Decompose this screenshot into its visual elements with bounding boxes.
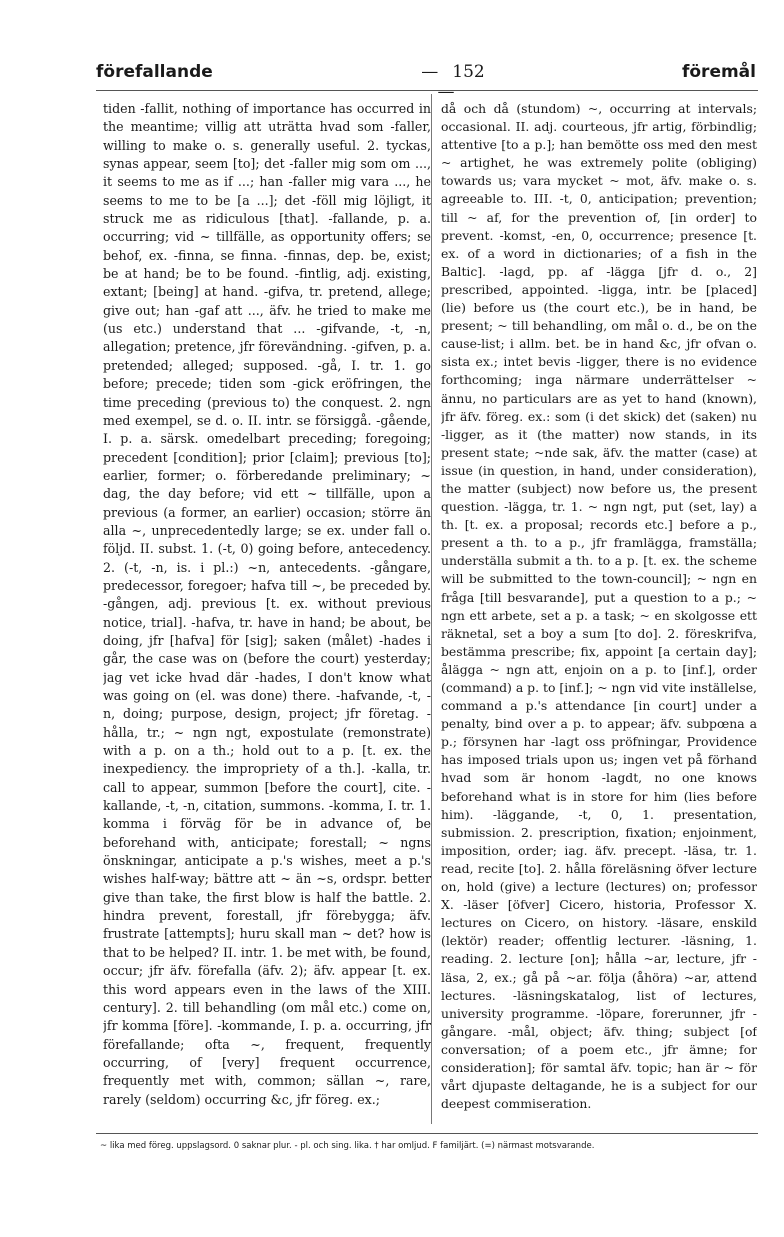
header-rule: [96, 90, 758, 91]
page-header: [96, 62, 756, 102]
left-column: [103, 100, 431, 1125]
page-number-group: [386, 62, 506, 102]
abbreviation-key: ~ lika med föreg. uppslagsord. 0 saknar plur. - pl. och sing. lika. † har omljud. F familjärt. (=) närmast motsvarande.: [100, 1141, 595, 1151]
right-guide-word: föremål: [681, 62, 756, 82]
right-column-text: då och då (stundom) ~, occurring at intervals; occasional. II. adj. courteous, jfr artig, förbindlig; attentive [to a p.]; han bemötte oss med den mest ~ artighet, he was extremely polite (obliging) towards us; vara mycket ~ mot, äfv. make o. s. agreeable to. III. -t, 0, anticipation; prevention; till ~ af, for the prevention of, [in order] to prevent. -komst, -en, 0, occurrence; presence [t. ex. of a word in dictionaries; of a fish in the Baltic]. -lagd, pp. af -lägga [jfr d. o., 2] prescribed, appointed. -ligga, intr. be [placed] (lie) before us (the court etc.), be in hand, be present; ~ till behandling, om mål o. d., be on the cause-list; i allm. bet. be in hand &c, jfr ofvan o. sista ex.; intet bevis -ligger, there is no evidence forthcoming; inga närmare underrättelser ~ ännu, no particulars are as yet to hand (known), jfr äfv. föreg. ex.: som (i det skick) det (saken) nu -ligger, as it (the matter) now stands, in its present state; ~nde sak, äfv. the matter (case) at issue (in question, in hand, under consideration), the matter (subject) now before us, the present question. -lägga, tr. 1. ~ ngn ngt, put (set, lay) a th. [t. ex. a proposal; records etc.] before a p., present a th. to a p., jfr framlägga, framställa; underställa submit a th. to a p. [t. ex. the scheme will be submitted to the town-council]; ~ ngn en fråga [till besvarande], put a question to a p.; ~ ngn ett arbete, set a p. a task; ~ en skolgosse ett räknetal, set a boy a sum [to do]. 2. föreskrifva, bestämma prescribe; fix, appoint [a certain day]; ålägga ~ ngn att, enjoin on a p. to [inf.], order (command) a p. to [inf.]; ~ ngn vid vite inställelse, command a p.'s attendance [in court] under a penalty, bind over a p. to appear; äfv. subpœna a p.; försynen har -lagt oss pröfningar, Providence has imposed trials upon us; ingen vet på förhand hvad som är honom -lagdt, no one knows beforehand what is in store for him (lies before him). -läggande, -t, 0, 1. presentation, submission. 2. prescription, fixation; enjoinment, imposition, order; iag. äfv. precept. -läsa, tr. 1. read, recite [to]. 2. hålla föreläsning öfver lecture on, hold (give) a lecture (lectures) on; professor X. -läser [öfver] Cicero, historia, Professor X. lectures on Cicero, on history. -läsare, enskild (lektör) reader; offentlig lecturer. -läsning, 1. reading. 2. lecture [on]; hålla ~ar, lecture, jfr -läsa, 2, ex.; gå på ~ar. följa (åhöra) ~ar, attend lectures. -läsningskatalog, list of lectures, university programme. -löpare, forerunner, jfr -gångare. -mål, object; äfv. thing; subject [of conversation; of a poem etc., jfr ämne; for consideration]; för samtal äfv. topic; han är ~ för vårt djupaste deltagande, he is a subject for our deepest commiseration.: [441, 101, 757, 1112]
right-column: [441, 100, 757, 1125]
left-guide-word: förefallande: [96, 62, 213, 82]
footer-rule: [96, 1133, 758, 1134]
left-column-text: tiden -fallit, nothing of importance has occurred in the meantime; villig att uträtta hvad som -faller, willing to make o. s. generally useful. 2. tyckas, synas appear, seem [to]; det -faller mig som om ..., it seems to me as if ...; han -faller mig vara ..., he seems to me to be [a ...]; det -föll mig löjligt, it struck me as ridiculous [that]. -fallande, p. a. occurring; vid ~ tillfälle, as opportunity offers; se behof, ex. -finna, se finna. -finnas, dep. be, exist; be at hand; be to be found. -fintlig, adj. existing, extant; [being] at hand. -gifva, tr. pretend, allege; give out; han -gaf att ..., äfv. he tried to make me (us etc.) understand that ... -gifvande, -t, -n, allegation; pretence, jfr förevändning. -gifven, p. a. pretended; alleged; supposed. -gå, I. tr. 1. go before; precede; tiden som -gick eröfringen, the time preceding (previous to) the conquest. 2. ngn med exempel, se d. o. II. intr. se försiggå. -gående, I. p. a. särsk. omedelbart preceding; foregoing; precedent [condition]; prior [claim]; previous [to]; earlier, former; o. förberedande preliminary; ~ dag, the day before; vid ett ~ tillfälle, upon a previous (a former, an earlier) occasion; större än alla ~, unprecedentedly large; se ex. under fall o. följd. II. subst. 1. (-t, 0) going before, antecedency. 2. (-t, -n, is. i pl.:) ~n, antecedents. -gångare, predecessor, foregoer; hafva till ~, be preceded by. -gången, adj. previous [t. ex. without previous notice, trial]. -hafva, tr. have in hand; be about, be doing, jfr [hafva] för [sig]; saken (målet) -hades i går, the case was on (before the court) yesterday; jag vet icke hvad där -hades, I don't know what was going on (el. was done) there. -hafvande, -t, -n, doing; purpose, design, project; jfr företag. -hålla, tr.; ~ ngn ngt, expostulate (remonstrate) with a p. on a th.; hold out to a p. [t. ex. the inexpediency. the impropriety of a th.]. -kalla, tr. call to appear, summon [before the court], cite. -kallande, -t, -n, citation, summons. -komma, I. tr. 1. komma i förväg för be in advance of, be beforehand with, anticipate; forestall; ~ ngns önskningar, anticipate a p.'s wishes, meet a p.'s wishes half-way; bättre att ~ än ~s, ordspr. better give than take, the first blow is half the battle. 2. hindra prevent, forestall, jfr förebygga; äfv. frustrate [attempts]; huru skall man ~ det? how is that to be helped? II. intr. 1. be met with, be found, occur; jfr äfv. förefalla (äfv. 2); äfv. appear [t. ex. this word appears even in the laws of the XIII. century]. 2. till behandling (om mål etc.) come on, jfr komma [före]. -kommande, I. p. a. occurring, jfr förefallande; ofta ~, frequent, frequently occurring, of [very] frequent occurrence, frequently met with, common; sällan ~, rare, rarely (seldom) occurring &c, jfr föreg. ex.;: [103, 101, 431, 1107]
page-number: 152: [452, 62, 485, 82]
column-divider: [431, 94, 432, 1124]
dash-left: —: [421, 62, 439, 82]
dash-right: —: [437, 82, 455, 102]
